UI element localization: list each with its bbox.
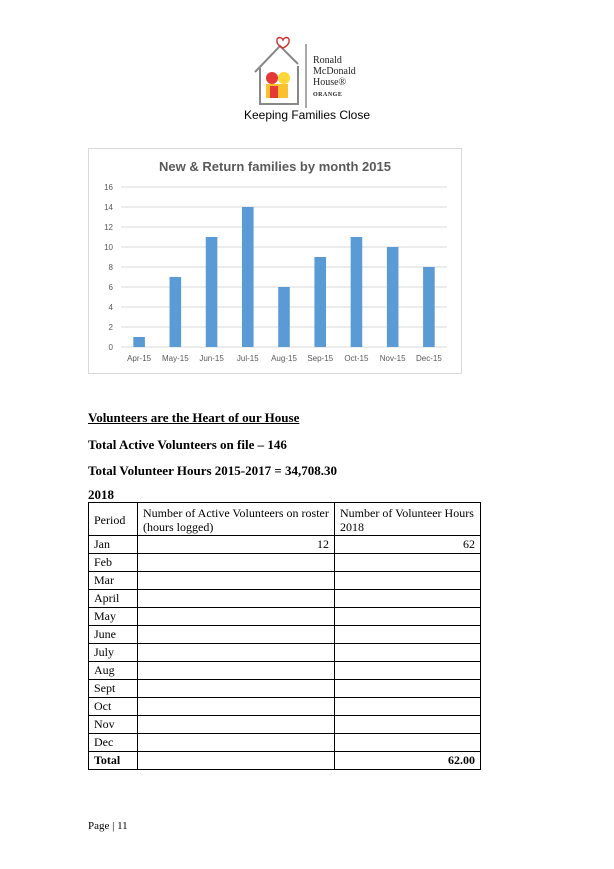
- active-volunteers-cell: [138, 716, 335, 734]
- volunteer-hours-cell: [335, 608, 481, 626]
- bar-nov-15: [387, 247, 399, 347]
- table-header-row: [89, 503, 481, 536]
- period-cell: May: [89, 608, 138, 626]
- volunteer-hours-cell: [335, 626, 481, 644]
- bar-apr-15: [133, 337, 145, 347]
- bar-sep-15: [314, 257, 326, 347]
- volunteer-hours-cell: [335, 716, 481, 734]
- period-cell: Nov: [89, 716, 138, 734]
- period-cell: Dec: [89, 734, 138, 752]
- period-cell: June: [89, 626, 138, 644]
- table-total-row: [89, 752, 481, 770]
- total-hours-cell: 62.00: [335, 752, 481, 770]
- period-cell: Oct: [89, 698, 138, 716]
- total-volunteer-hours: Total Volunteer Hours 2015-2017 = 34,708.30: [88, 463, 338, 478]
- x-tick-label: Oct-15: [344, 354, 369, 363]
- x-tick-label: May-15: [161, 354, 189, 363]
- period-cell: Sept: [89, 680, 138, 698]
- bar-aug-15: [278, 287, 290, 347]
- year-label: 2018: [88, 487, 114, 502]
- y-tick-label: 12: [104, 223, 113, 232]
- tagline: Keeping Families Close: [243, 108, 371, 122]
- y-tick-label: 10: [104, 243, 113, 252]
- period-cell: Aug: [89, 662, 138, 680]
- table-row: [89, 680, 481, 698]
- table-row: [89, 572, 481, 590]
- total-label: Total: [89, 752, 138, 770]
- active-volunteers-cell: [138, 608, 335, 626]
- logo-sub: ORANGE: [313, 92, 343, 98]
- x-tick-label: Dec-15: [415, 354, 442, 363]
- y-tick-label: 8: [108, 263, 113, 272]
- chart-x-axis: [127, 354, 442, 363]
- table-row: [89, 554, 481, 572]
- volunteer-hours-cell: [335, 590, 481, 608]
- table-row: [89, 626, 481, 644]
- y-tick-label: 16: [104, 183, 113, 192]
- bar-chart: [88, 148, 462, 374]
- logo-line: McDonald: [313, 66, 356, 77]
- volunteer-hours-cell: [335, 662, 481, 680]
- period-cell: April: [89, 590, 138, 608]
- period-cell: Jan: [89, 536, 138, 554]
- bar-may-15: [170, 277, 182, 347]
- logo-line: Ronald: [313, 55, 342, 66]
- column-header-hours: Number of Volunteer Hours 2018: [335, 503, 481, 536]
- volunteer-hours-cell: [335, 572, 481, 590]
- table-row: [89, 734, 481, 752]
- active-volunteers-cell: [138, 554, 335, 572]
- volunteer-hours-cell: [335, 698, 481, 716]
- chart-title: New & Return families by month 2015: [159, 159, 391, 174]
- y-tick-label: 14: [104, 203, 113, 212]
- active-volunteers-cell: [138, 644, 335, 662]
- x-tick-label: Jun-15: [199, 354, 224, 363]
- column-header-active: Number of Active Volunteers on roster (hours logged): [138, 503, 335, 536]
- y-tick-label: 6: [108, 283, 113, 292]
- section-heading-volunteers: Volunteers are the Heart of our House: [88, 410, 300, 425]
- period-cell: Feb: [89, 554, 138, 572]
- page-number: Page | 11: [88, 820, 128, 832]
- volunteer-table: [88, 502, 481, 770]
- total-active-cell: [138, 752, 335, 770]
- period-cell: July: [89, 644, 138, 662]
- y-tick-label: 2: [108, 323, 113, 332]
- logo-wordmark: [313, 55, 356, 101]
- table-row: [89, 536, 481, 554]
- active-volunteers-cell: [138, 698, 335, 716]
- volunteer-hours-cell: [335, 644, 481, 662]
- chart-canvas: [89, 149, 461, 373]
- column-header-period: Period: [89, 503, 138, 536]
- total-active-volunteers: Total Active Volunteers on file – 146: [88, 437, 287, 452]
- x-tick-label: Apr-15: [127, 354, 152, 363]
- volunteer-hours-cell: 62: [335, 536, 481, 554]
- table-row: [89, 608, 481, 626]
- volunteer-hours-cell: [335, 680, 481, 698]
- x-tick-label: Aug-15: [271, 354, 297, 363]
- active-volunteers-cell: [138, 734, 335, 752]
- bar-jun-15: [206, 237, 218, 347]
- active-volunteers-cell: [138, 662, 335, 680]
- chart-y-axis: [104, 183, 113, 352]
- logo-line: House®: [313, 77, 347, 88]
- x-tick-label: Nov-15: [379, 354, 406, 363]
- table-row: [89, 644, 481, 662]
- period-cell: Mar: [89, 572, 138, 590]
- table-row: [89, 590, 481, 608]
- bar-jul-15: [242, 207, 254, 347]
- active-volunteers-cell: [138, 680, 335, 698]
- active-volunteers-cell: [138, 572, 335, 590]
- y-tick-label: 0: [108, 343, 113, 352]
- bar-dec-15: [423, 267, 435, 347]
- x-tick-label: Sep-15: [307, 354, 334, 363]
- volunteer-hours-cell: [335, 554, 481, 572]
- chart-bars: [133, 207, 434, 347]
- table-row: [89, 698, 481, 716]
- table-row: [89, 716, 481, 734]
- active-volunteers-cell: [138, 590, 335, 608]
- volunteer-hours-cell: [335, 734, 481, 752]
- active-volunteers-cell: 12: [138, 536, 335, 554]
- active-volunteers-cell: [138, 626, 335, 644]
- table-row: [89, 662, 481, 680]
- y-tick-label: 4: [108, 303, 113, 312]
- x-tick-label: Jul-15: [236, 354, 259, 363]
- bar-oct-15: [351, 237, 363, 347]
